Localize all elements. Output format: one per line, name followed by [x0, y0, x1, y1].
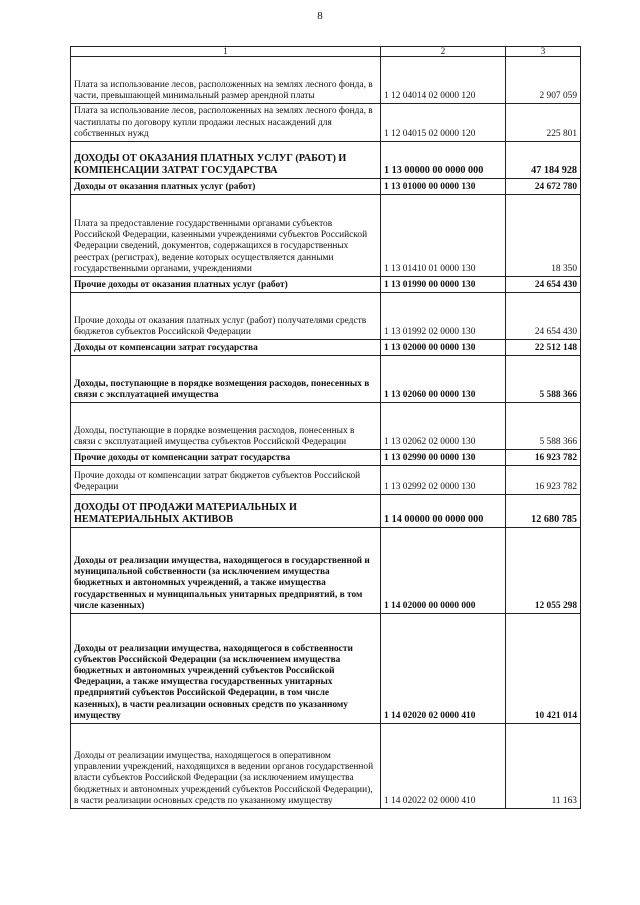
row-amount: 12 680 785 [506, 495, 581, 528]
row-amount: 22 512 148 [506, 340, 581, 356]
row-name: Прочие доходы от оказания платных услуг (работ) получателями средств бюджетов субъектов Российской Федерации [71, 293, 381, 340]
page-number: 8 [317, 10, 323, 22]
row-amount: 47 184 928 [506, 142, 581, 179]
table-row [71, 466, 581, 495]
column-header-1: 1 [71, 47, 381, 57]
table-row [71, 614, 581, 724]
row-amount: 16 923 782 [506, 466, 581, 495]
row-code: 1 13 01992 02 0000 130 [381, 293, 506, 340]
table-row [71, 195, 581, 277]
table-row [71, 293, 581, 340]
row-code: 1 13 02062 02 0000 130 [381, 403, 506, 450]
row-amount: 24 654 430 [506, 293, 581, 340]
row-name: Плата за предоставление государственными органами субъектов Российской Федерации, казенными учреждениями субъектов Российской Федерации сведений, документов, содержащихся в государственных реестрах (регистрах), ведение которых осуществляется данными государственными органами, учреждениями [71, 195, 381, 277]
revenue-table [70, 46, 581, 809]
table-row [71, 277, 581, 293]
row-amount: 11 163 [506, 724, 581, 809]
table-row [71, 403, 581, 450]
row-amount: 5 588 366 [506, 403, 581, 450]
column-header-3: 3 [506, 47, 581, 57]
table-row [71, 356, 581, 403]
row-code: 1 12 04015 02 0000 120 [381, 104, 506, 142]
row-name: ДОХОДЫ ОТ ОКАЗАНИЯ ПЛАТНЫХ УСЛУГ (РАБОТ) И КОМПЕНСАЦИИ ЗАТРАТ ГОСУДАРСТВА [71, 142, 381, 179]
row-amount: 5 588 366 [506, 356, 581, 403]
row-name: Доходы, поступающие в порядке возмещения расходов, понесенных в связи с эксплуатацией имущества субъектов Российской Федерации [71, 403, 381, 450]
row-code: 1 13 01000 00 0000 130 [381, 179, 506, 195]
column-header-2: 2 [381, 47, 506, 57]
row-amount: 2 907 059 [506, 57, 581, 104]
row-name: Доходы от реализации имущества, находящегося в собственности субъектов Российской Федерации (за исключением имущества бюджетных и автономных учреждений субъектов Российской Федерации, а также имущества государственных унитарных предприятий субъектов Российской Федерации, в том числе казенных), в части реализации основных средств по указанному имуществу [71, 614, 381, 724]
table-row [71, 57, 581, 104]
table-row [71, 179, 581, 195]
row-code: 1 13 01990 00 0000 130 [381, 277, 506, 293]
row-name: Плата за использование лесов, расположенных на землях лесного фонда, в части, превышающей минимальный размер арендной платы [71, 57, 381, 104]
row-name: Доходы от оказания платных услуг (работ) [71, 179, 381, 195]
table-row [71, 724, 581, 809]
row-name: Прочие доходы от компенсации затрат бюджетов субъектов Российской Федерации [71, 466, 381, 495]
row-name: Доходы, поступающие в порядке возмещения расходов, понесенных в связи с эксплуатацией имущества [71, 356, 381, 403]
row-code: 1 14 02022 02 0000 410 [381, 724, 506, 809]
row-amount: 225 801 [506, 104, 581, 142]
row-amount: 16 923 782 [506, 450, 581, 466]
row-name: ДОХОДЫ ОТ ПРОДАЖИ МАТЕРИАЛЬНЫХ И НЕМАТЕРИАЛЬНЫХ АКТИВОВ [71, 495, 381, 528]
row-code: 1 13 02060 00 0000 130 [381, 356, 506, 403]
row-name: Доходы от компенсации затрат государства [71, 340, 381, 356]
row-amount: 24 672 780 [506, 179, 581, 195]
table-row [71, 104, 581, 142]
row-name: Прочие доходы от компенсации затрат государства [71, 450, 381, 466]
table-row [71, 495, 581, 528]
row-amount: 18 350 [506, 195, 581, 277]
table-row [71, 340, 581, 356]
row-code: 1 12 04014 02 0000 120 [381, 57, 506, 104]
row-code: 1 13 00000 00 0000 000 [381, 142, 506, 179]
row-code: 1 14 02000 00 0000 000 [381, 528, 506, 614]
row-code: 1 14 00000 00 0000 000 [381, 495, 506, 528]
row-code: 1 13 02992 02 0000 130 [381, 466, 506, 495]
row-name: Доходы от реализации имущества, находящегося в оперативном управлении учреждений, находящихся в ведении органов государственной власти субъектов Российской Федерации (за исключением имущества бюджетных и автономных учреждений субъектов Российской Федерации), в части реализации основных средств по указанному имуществу [71, 724, 381, 809]
row-amount: 10 421 014 [506, 614, 581, 724]
row-amount: 12 055 298 [506, 528, 581, 614]
row-code: 1 13 01410 01 0000 130 [381, 195, 506, 277]
table-row [71, 450, 581, 466]
table-header-row [71, 47, 581, 57]
row-name: Прочие доходы от оказания платных услуг (работ) [71, 277, 381, 293]
row-name: Плата за использование лесов, расположенных на землях лесного фонда, в частиплаты по договору купли продажи лесных насаждений для собственных нужд [71, 104, 381, 142]
row-name: Доходы от реализации имущества, находящегося в государственной и муниципальной собственности (за исключением имущества бюджетных и автономных учреждений, а также имущества государственных и муниципальных унитарных предприятий, в том числе казенных) [71, 528, 381, 614]
row-amount: 24 654 430 [506, 277, 581, 293]
row-code: 1 13 02990 00 0000 130 [381, 450, 506, 466]
row-code: 1 14 02020 02 0000 410 [381, 614, 506, 724]
table-row [71, 528, 581, 614]
table-row [71, 142, 581, 179]
row-code: 1 13 02000 00 0000 130 [381, 340, 506, 356]
